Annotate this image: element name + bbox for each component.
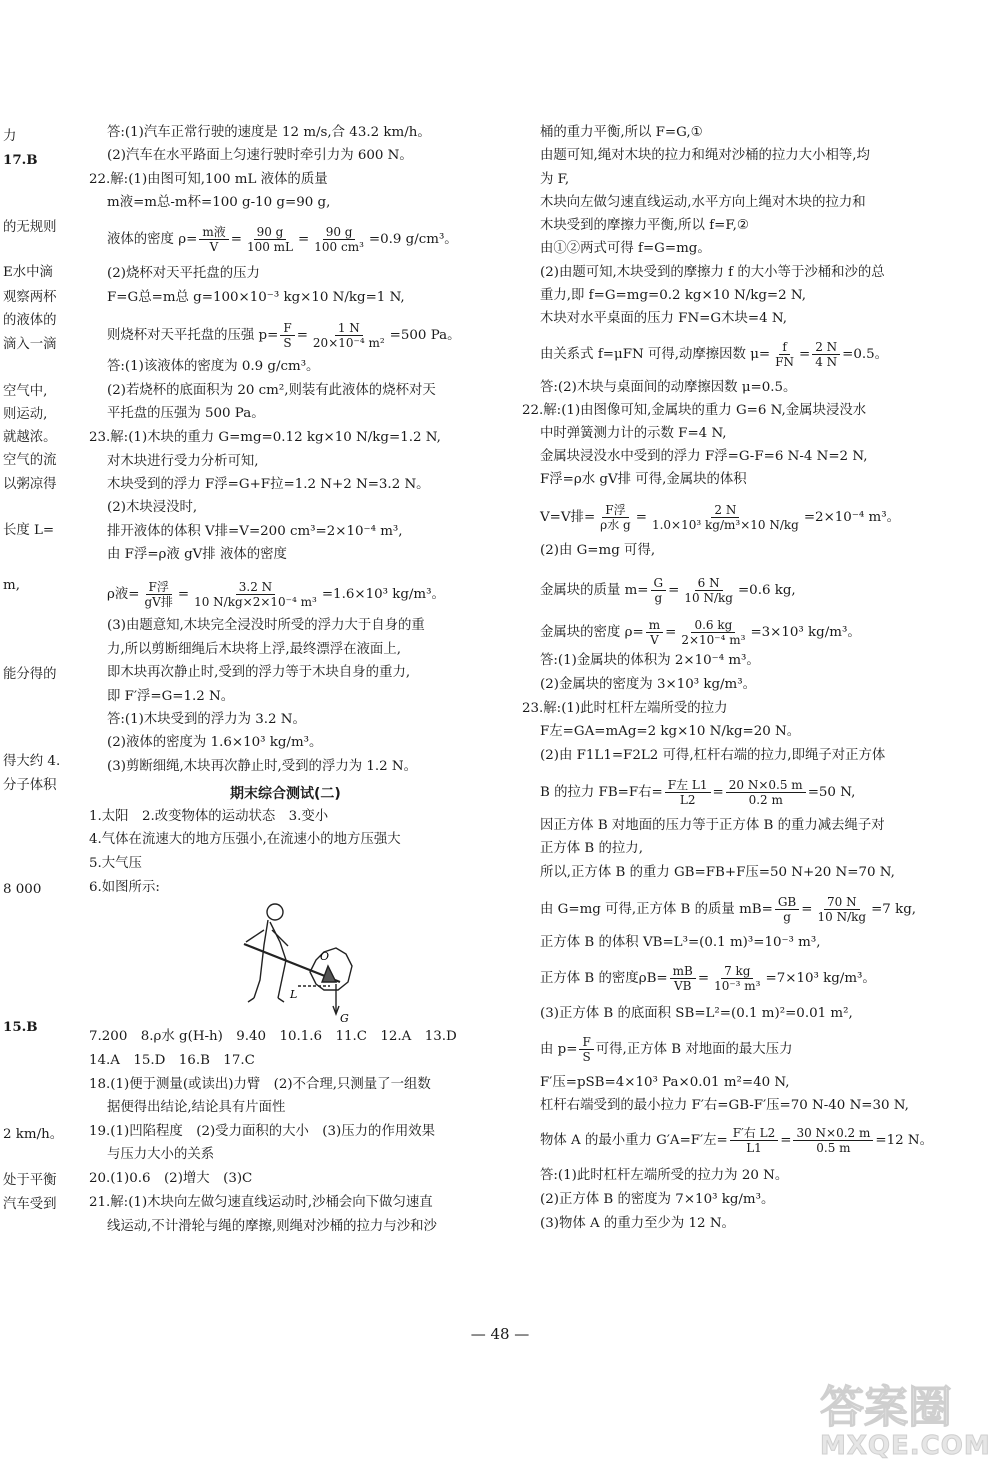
- mid-line: m液=m总-m杯=100 g-10 g=90 g,: [107, 195, 331, 210]
- right-line: (2)金属块的密度为 3×10³ kg/m³。: [540, 677, 757, 692]
- right-line: 金属块浸没水中受到的浮力 F浮=G-F=6 N-4 N=2 N,: [540, 449, 868, 464]
- right-line: F左=GA=mAg=2 kg×10 N/kg=20 N。: [540, 724, 801, 739]
- left-line: 15.B: [3, 1019, 38, 1035]
- right-line: 由①②两式可得 f=G=mg。: [540, 241, 711, 256]
- mid-line: (3)由题意知,木块完全浸没时所受的浮力大于自身的重: [107, 618, 425, 633]
- left-line: 得大约 4.: [3, 754, 61, 769]
- mid-line: 据便得出结论,结论具有片面性: [107, 1100, 286, 1115]
- eq-ga: 物体 A 的最小重力 G′A=F′左= $\frac{\text{F′右 L2}}{L1}$ = $\frac{30 N\times 0.2 m}{0.5 m}$ =12 N。: [540, 1126, 934, 1155]
- left-line: 空气的流: [3, 453, 57, 468]
- left-line: 以粥凉得: [3, 477, 57, 492]
- mid-line: 20.(1)0.6 (2)增大 (3)C: [89, 1171, 253, 1186]
- label-l: L: [290, 988, 298, 1001]
- left-line: 的液体的: [3, 313, 57, 328]
- right-line: 重力,即 f=G=mg=0.2 kg×10 N/kg=2 N,: [540, 288, 807, 303]
- left-line: 8 000: [3, 882, 42, 897]
- mid-line: 平托盘的压强为 500 Pa。: [107, 406, 265, 421]
- left-line: 空气中,: [3, 384, 48, 399]
- mid-line: F=G总=m总 g=100×10⁻³ kg×10 N/kg=1 N,: [107, 290, 405, 305]
- mid-line: (3)剪断细绳,木块再次静止时,受到的浮力为 1.2 N。: [107, 759, 418, 774]
- left-line: 分子体积: [3, 778, 57, 793]
- eq-liquid-density: ρ液= $\frac{\text{F浮}}{\text{gV排}}$ = $\frac{3.2 N}{\text{10 N/kg×2×10⁻⁴ m³}}$ =1.6×10³ kg/m³。: [107, 580, 445, 609]
- mid-line: 18.(1)便于测量(或读出)力臂 (2)不合理,只测量了一组数: [89, 1077, 431, 1092]
- eq-density: 液体的密度 ρ= $\frac{\text{m液}}{V}$ = $\frac{90 g}{100 mL}$ = $\frac{90 g}{\text{100 cm³}}$ =0.9 g/cm³。: [107, 225, 458, 254]
- right-line: 杠杆右端受到的最小拉力 F′右=GB-F′压=70 N-40 N=30 N,: [540, 1098, 909, 1113]
- mid-line: 22.解:(1)由图可知,100 mL 液体的质量: [89, 172, 328, 187]
- right-line: 答:(1)此时杠杆左端所受的拉力为 20 N。: [540, 1168, 789, 1183]
- lever-figure: [240, 900, 370, 1025]
- mid-line: 与压力大小的关系: [107, 1147, 215, 1162]
- mid-line: 4.气体在流速大的地方压强小,在流速小的地方压强大: [89, 832, 401, 847]
- mid-line: 6.如图所示:: [89, 880, 160, 895]
- watermark-main: 答案圈: [820, 1382, 952, 1433]
- section-title: 期末综合测试(二): [230, 786, 341, 802]
- right-line: (2)正方体 B 的密度为 7×10³ kg/m³。: [540, 1192, 775, 1207]
- mid-line: (2)烧杯对天平托盘的压力: [107, 266, 260, 281]
- mid-line: 1.太阳 2.改变物体的运动状态 3.变小: [89, 809, 329, 824]
- left-line: 汽车受到: [3, 1197, 57, 1212]
- right-line: (3)正方体 B 的底面积 SB=L²=(0.1 m)²=0.01 m²,: [540, 1006, 853, 1021]
- left-line: E水中滴: [3, 265, 53, 280]
- eq-pmax: 由 p= $\frac{F}{S}$ 可得,正方体 B 对地面的最大压力: [540, 1035, 793, 1064]
- mid-line: 5.大气压: [89, 856, 142, 871]
- mid-line: 即 F′浮=G=1.2 N。: [107, 689, 235, 704]
- watermark-logo: [820, 1382, 995, 1461]
- right-line: (2)由 G=mg 可得,: [540, 543, 656, 558]
- right-line: F浮=ρ水 gV排 可得,金属块的体积: [540, 472, 747, 487]
- right-line: 桶的重力平衡,所以 F=G,①: [540, 125, 703, 140]
- right-line: 23.解:(1)此时杠杆左端所受的拉力: [522, 701, 728, 716]
- eq-mb: 由 G=mg 可得,正方体 B 的质量 mB= $\frac{GB}{g}$ = $\frac{70 N}{10 N/kg}$ =7 kg,: [540, 895, 917, 924]
- mid-line: 线运动,不计滑轮与绳的摩擦,则绳对沙桶的拉力与沙和沙: [107, 1219, 437, 1234]
- right-line: (2)由 F1L1=F2L2 可得,杠杆右端的拉力,即绳子对正方体: [540, 748, 886, 763]
- eq-metal-density: 金属块的密度 ρ= $\frac{m}{V}$ = $\frac{0.6 kg}{\text{2×10⁻⁴ m³}}$ =3×10³ kg/m³。: [540, 618, 861, 647]
- mid-line: 7.200 8.ρ水 g(H-h) 9.40 10.1.6 11.C 12.A 13.D: [89, 1029, 457, 1044]
- left-line: 就越浓。: [3, 430, 57, 445]
- left-line: 观察两杯: [3, 290, 57, 305]
- mid-line: 答:(1)汽车正常行驶的速度是 12 m/s,合 43.2 km/h。: [107, 125, 431, 140]
- right-line: 正方体 B 的体积 VB=L³=(0.1 m)³=10⁻³ m³,: [540, 935, 821, 950]
- left-line: m,: [3, 578, 20, 593]
- mid-line: 由 F浮=ρ液 gV排 液体的密度: [107, 547, 287, 562]
- left-line: 的无规则: [3, 220, 57, 235]
- right-line: 由题可知,绳对木块的拉力和绳对沙桶的拉力大小相等,均: [540, 148, 870, 163]
- right-line: (3)物体 A 的重力至少为 12 N。: [540, 1216, 735, 1231]
- left-line: 处于平衡: [3, 1173, 57, 1188]
- eq-mu: 由关系式 f=μFN 可得,动摩擦因数 μ= $\frac{f}{FN}$ = $\frac{2 N}{4 N}$ =0.5。: [540, 340, 889, 369]
- right-line: 答:(2)木块与桌面间的动摩擦因数 μ=0.5。: [540, 380, 797, 395]
- eq-mass: 金属块的质量 m= $\frac{G}{g}$ = $\frac{6 N}{10 N/kg}$ =0.6 kg,: [540, 576, 796, 605]
- mid-line: 对木块进行受力分析可知,: [107, 454, 259, 469]
- right-line: F′压=pSB=4×10³ Pa×0.01 m²=40 N,: [540, 1075, 790, 1090]
- page-number: — 48 —: [470, 1325, 530, 1343]
- mid-line: (2)液体的密度为 1.6×10³ kg/m³。: [107, 735, 323, 750]
- right-line: 木块向左做匀速直线运动,水平方向上绳对木块的拉力和: [540, 195, 866, 210]
- left-line: 长度 L=: [3, 523, 55, 538]
- mid-line: (2)汽车在水平路面上匀速行驶时牵引力为 600 N。: [107, 148, 413, 163]
- left-line: 滴入一滴: [3, 337, 57, 352]
- mid-line: 排开液体的体积 V排=V=200 cm³=2×10⁻⁴ m³,: [107, 524, 403, 539]
- mid-line: 23.解:(1)木块的重力 G=mg=0.12 kg×10 N/kg=1.2 N,: [89, 430, 441, 445]
- mid-line: (2)若烧杯的底面积为 20 cm²,则装有此液体的烧杯对天: [107, 383, 436, 398]
- eq-pressure: 则烧杯对天平托盘的压强 p= $\frac{F}{S}$ = $\frac{1 N}{\text{20×10⁻⁴ m²}}$ =500 Pa。: [107, 321, 461, 350]
- right-line: 因正方体 B 对地面的压力等于正方体 B 的重力减去绳子对: [540, 818, 885, 833]
- left-line: 17.B: [3, 152, 38, 168]
- right-line: 22.解:(1)由图像可知,金属块的重力 G=6 N,金属块浸没水: [522, 403, 867, 418]
- mid-line: 力,所以剪断细绳后木块将上浮,最终漂浮在液面上,: [107, 642, 401, 657]
- right-line: 正方体 B 的拉力,: [540, 841, 643, 856]
- mid-line: 答:(1)该液体的密度为 0.9 g/cm³。: [107, 359, 320, 374]
- mid-line: (2)木块浸没时,: [107, 500, 198, 515]
- right-line: 木块受到的摩擦力平衡,所以 f=F,②: [540, 218, 749, 233]
- eq-rhob: 正方体 B 的密度ρB= $\frac{mB}{VB}$ = $\frac{7 kg}{\text{10⁻³ m³}}$ =7×10³ kg/m³。: [540, 964, 876, 993]
- mid-line: 答:(1)木块受到的浮力为 3.2 N。: [107, 712, 306, 727]
- right-line: 木块对水平桌面的压力 FN=G木块=4 N,: [540, 311, 787, 326]
- left-line: 则运动,: [3, 407, 48, 422]
- label-g: G: [340, 1012, 349, 1025]
- right-line: 答:(1)金属块的体积为 2×10⁻⁴ m³。: [540, 653, 760, 668]
- right-line: 中时弹簧测力计的示数 F=4 N,: [540, 426, 727, 441]
- eq-volume: V=V排= $\frac{\text{F浮}}{\text{ρ水 g}}$ = $\frac{2 N}{\text{1.0×10³ kg/m³×10 N/kg}}$ =2×10⁻⁴ m³。: [540, 503, 900, 532]
- mid-line: 即木块再次静止时,受到的浮力等于木块自身的重力,: [107, 665, 411, 680]
- mid-line: 14.A 15.D 16.B 17.C: [89, 1053, 255, 1068]
- watermark-url: MXQE.COM: [820, 1431, 991, 1461]
- label-o: O: [320, 950, 330, 963]
- mid-line: 21.解:(1)木块向左做匀速直线运动时,沙桶会向下做匀速直: [89, 1195, 433, 1210]
- left-line: 2 km/h。: [3, 1127, 64, 1142]
- right-line: 为 F,: [540, 172, 570, 187]
- right-line: (2)由题可知,木块受到的摩擦力 f 的大小等于沙桶和沙的总: [540, 265, 885, 280]
- mid-line: 木块受到的浮力 F浮=G+F拉=1.2 N+2 N=3.2 N。: [107, 477, 430, 492]
- eq-fb: B 的拉力 FB=F右= $\frac{\text{F左 L1}}{L2}$ = $\frac{20 N\times 0.5 m}{0.2 m}$ =50 N,: [540, 778, 856, 807]
- left-line: 力: [3, 129, 17, 144]
- left-line: 能分得的: [3, 667, 57, 682]
- mid-line: 19.(1)凹陷程度 (2)受力面积的大小 (3)压力的作用效果: [89, 1124, 436, 1139]
- right-line: 所以,正方体 B 的重力 GB=FB+F压=50 N+20 N=70 N,: [540, 865, 895, 880]
